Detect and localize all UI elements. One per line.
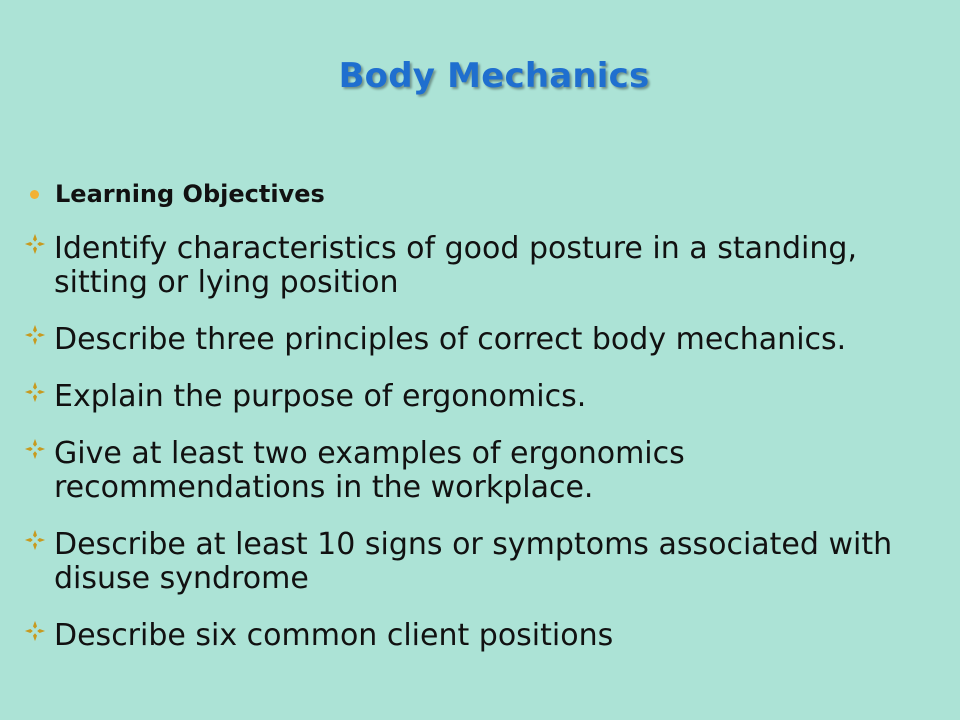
- objective-item: [24, 323, 944, 357]
- objective-text: Describe at least 10 signs or symptoms associated with disuse syndrome: [54, 527, 893, 596]
- objective-item: [24, 528, 944, 596]
- objective-item: [24, 232, 944, 300]
- objective-item: [24, 437, 944, 505]
- objective-text: Give at least two examples of ergonomics recommendations in the workplace.: [54, 436, 685, 505]
- diamond-bullet-icon: [24, 380, 54, 414]
- learning-objectives-heading: [24, 180, 325, 208]
- diamond-bullet-icon: [24, 619, 54, 653]
- objective-text: Explain the purpose of ergonomics.: [54, 379, 587, 414]
- diamond-bullet-icon: [24, 323, 54, 357]
- learning-objectives-label: Learning Objectives: [55, 180, 325, 208]
- objective-text: Describe three principles of correct body mechanics.: [54, 322, 847, 357]
- diamond-bullet-icon: [24, 437, 54, 471]
- objective-item: [24, 619, 944, 653]
- bullet-dot-icon: [30, 190, 39, 199]
- diamond-bullet-icon: [24, 528, 54, 562]
- diamond-bullet-icon: [24, 232, 54, 266]
- objective-text: Describe six common client positions: [54, 618, 614, 653]
- objective-item: [24, 380, 944, 414]
- objective-text: Identify characteristics of good posture in a standing, sitting or lying position: [54, 231, 857, 300]
- objectives-list: [24, 232, 944, 676]
- slide-title: Body Mechanics: [338, 56, 650, 96]
